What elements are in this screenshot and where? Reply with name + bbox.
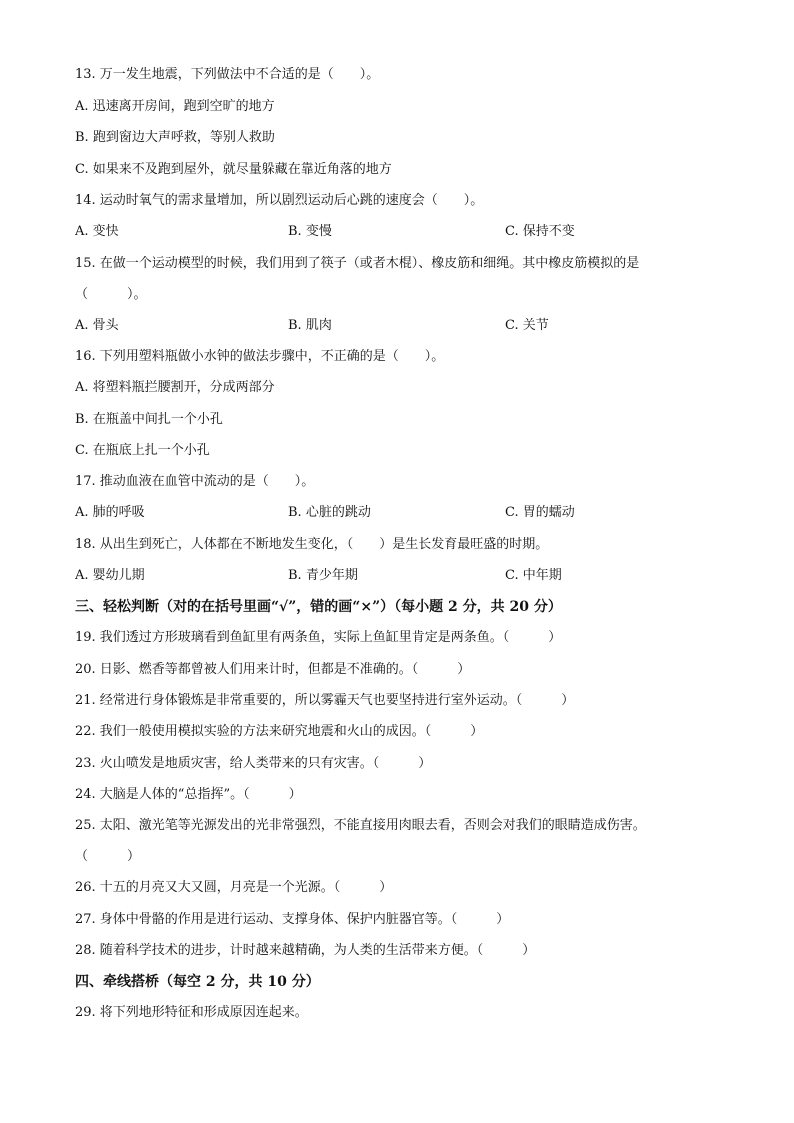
- option-a: A. 迅速离开房间，跑到空旷的地方: [75, 99, 275, 114]
- option-c: C. 在瓶底上扎一个小孔: [75, 443, 210, 458]
- question-stem: 13. 万一发生地震，下列做法中不合适的是（ ）。: [75, 67, 380, 82]
- question-23: 23. 火山喷发是地质灾害，给人类带来的只有灾害。（ ）: [75, 756, 432, 771]
- question-stem: 14. 运动时氧气的需求量增加，所以剧烈运动后心跳的速度会（ ）。: [75, 193, 484, 208]
- question-stem-continued: （ ）: [75, 849, 141, 864]
- question-24: 24. 大脑是人体的“总指挥”。（ ）: [75, 787, 302, 802]
- question-19: 19. 我们透过方形玻璃看到鱼缸里有两条鱼，实际上鱼缸里肯定是两条鱼。（ ）: [75, 630, 562, 645]
- question-26: 26. 十五的月亮又大又圆，月亮是一个光源。（ ）: [75, 880, 393, 895]
- question-27: 27. 身体中骨骼的作用是进行运动、支撑身体、保护内脏器官等。（ ）: [75, 912, 510, 927]
- question-20: 20. 日影、燃香等都曾被人们用来计时，但都是不准确的。（ ）: [75, 662, 471, 677]
- option-b: B. 青少年期: [288, 568, 358, 583]
- option-b: B. 心脏的跳动: [288, 505, 371, 520]
- option-c: C. 保持不变: [505, 224, 575, 239]
- option-a: A. 肺的呼吸: [75, 505, 145, 520]
- option-a: A. 变快: [75, 224, 119, 239]
- option-c: C. 胃的蠕动: [505, 505, 575, 520]
- section-heading-judgment: 三、轻松判断（对的在括号里画“√”，错的画“×”）（每小题 2 分，共 20 分）: [75, 599, 562, 615]
- option-c: C. 关节: [505, 318, 549, 333]
- question-stem: 16. 下列用塑料瓶做小水钟的做法步骤中，不正确的是（ ）。: [75, 349, 445, 364]
- option-a: A. 婴幼儿期: [75, 568, 145, 583]
- question-stem: 18. 从出生到死亡，人体都在不断地发生变化，（ ）是生长发育最旺盛的时期。: [75, 537, 549, 552]
- question-29: 29. 将下列地形特征和形成原因连起来。: [75, 1005, 308, 1020]
- question-stem: 15. 在做一个运动模型的时候，我们用到了筷子（或者木棍）、橡皮筋和细绳。其中橡皮筋模拟的是: [75, 256, 640, 271]
- option-a: A. 骨头: [75, 318, 119, 333]
- section-heading-matching: 四、牵线搭桥（每空 2 分，共 10 分）: [75, 974, 320, 990]
- question-22: 22. 我们一般使用模拟实验的方法来研究地震和火山的成因。（ ）: [75, 724, 484, 739]
- question-stem: 17. 推动血液在血管中流动的是（ ）。: [75, 474, 315, 489]
- question-stem: 25. 太阳、激光笔等光源发出的光非常强烈，不能直接用肉眼去看，否则会对我们的眼睛造成伤害。: [75, 818, 646, 833]
- question-stem-continued: （ ）。: [75, 287, 147, 302]
- option-b: B. 跑到窗边大声呼救，等别人救助: [75, 130, 275, 145]
- option-c: C. 中年期: [505, 568, 562, 583]
- option-b: B. 在瓶盖中间扎一个小孔: [75, 412, 223, 427]
- option-b: B. 变慢: [288, 224, 332, 239]
- question-28: 28. 随着科学技术的进步，计时越来越精确，为人类的生活带来方便。（ ）: [75, 943, 536, 958]
- option-b: B. 肌肉: [288, 318, 332, 333]
- question-21: 21. 经常进行身体锻炼是非常重要的，所以雾霾天气也要坚持进行室外运动。（ ）: [75, 693, 575, 708]
- option-a: A. 将塑料瓶拦腰割开，分成两部分: [75, 380, 275, 395]
- option-c: C. 如果来不及跑到屋外，就尽量躲藏在靠近角落的地方: [75, 162, 392, 177]
